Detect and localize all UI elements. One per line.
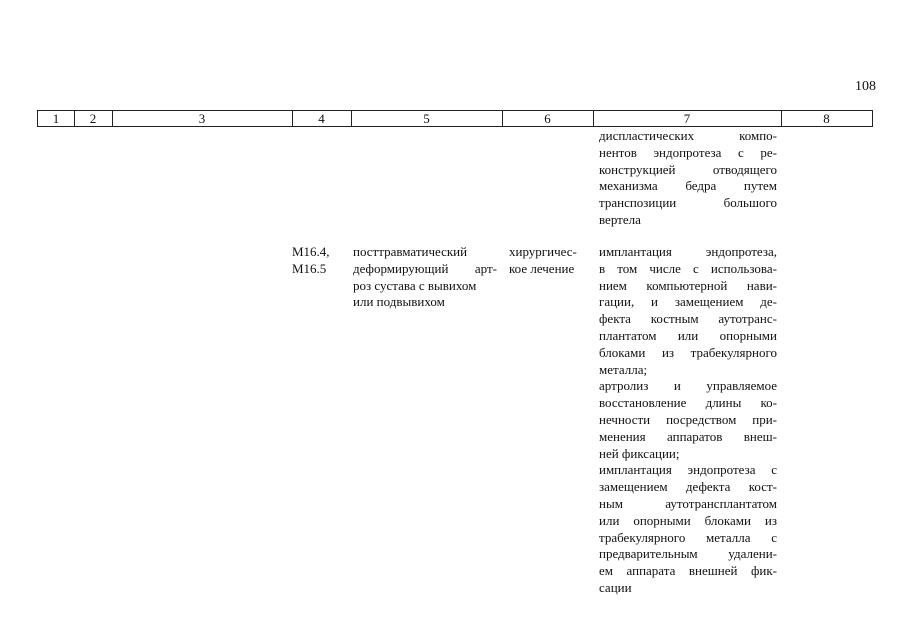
text-line: транспозиции большого <box>599 195 777 211</box>
text-line: или подвывихом <box>353 294 445 310</box>
text-line: M16.5 <box>292 260 327 276</box>
text-line: восстановление длины ко- <box>599 395 777 411</box>
diagnosis-text <box>353 244 497 311</box>
text-line: роз сустава с вывихом <box>353 277 477 293</box>
text-line: трабекулярного металла с <box>599 529 777 545</box>
text-line: металла; <box>599 361 648 377</box>
page-number: 108 <box>855 79 876 94</box>
header-cell-5: 5 <box>351 110 503 127</box>
header-cell-6: 6 <box>502 110 594 127</box>
treatment-type-text <box>509 244 591 278</box>
text-line: диспластических компо- <box>599 128 777 143</box>
text-line: менения аппаратов внеш- <box>599 428 777 444</box>
text-line: плантатом или опорными <box>599 327 777 343</box>
text-line: кое лечение <box>509 260 575 276</box>
text-line: вертела <box>599 211 641 227</box>
text-line: посттравматический <box>353 244 468 259</box>
header-cell-3: 3 <box>112 110 293 127</box>
text-line: ней фиксации; <box>599 445 680 461</box>
text-line: имплантация эндопротеза с <box>599 462 777 478</box>
text-line: фекта костным аутотранс- <box>599 311 777 327</box>
text-line: артролиз и управляемое <box>599 378 777 394</box>
diagnosis-codes <box>292 244 350 278</box>
text-line: конструкцией отводящего <box>599 161 777 177</box>
text-line: деформирующий арт- <box>353 260 497 276</box>
text-line: гации, и замещением де- <box>599 294 777 310</box>
text-line: ным аутотрансплантатом <box>599 495 777 511</box>
treatment-methods-text <box>599 244 777 597</box>
header-cell-1: 1 <box>37 110 75 127</box>
header-cell-7: 7 <box>593 110 782 127</box>
text-line: сации <box>599 579 632 595</box>
text-line: предварительным удалени- <box>599 546 777 562</box>
text-line: замещением дефекта кост- <box>599 479 777 495</box>
text-line: или опорными блоками из <box>599 512 777 528</box>
text-line: нечности посредством при- <box>599 411 777 427</box>
text-line: нентов эндопротеза с ре- <box>599 144 777 160</box>
header-cell-8: 8 <box>781 110 873 127</box>
continued-methods-text <box>599 128 777 229</box>
header-cell-4: 4 <box>292 110 352 127</box>
text-line: хирургичес- <box>509 244 577 259</box>
text-line: ем аппарата внешней фик- <box>599 563 777 579</box>
text-line: M16.4, <box>292 244 330 259</box>
text-line: блоками из трабекулярного <box>599 344 777 360</box>
text-line: нием компьютерной нави- <box>599 277 777 293</box>
text-line: механизма бедра путем <box>599 178 777 194</box>
header-cell-2: 2 <box>74 110 113 127</box>
text-line: имплантация эндопротеза, <box>599 244 777 259</box>
text-line: в том числе с использова- <box>599 260 777 276</box>
